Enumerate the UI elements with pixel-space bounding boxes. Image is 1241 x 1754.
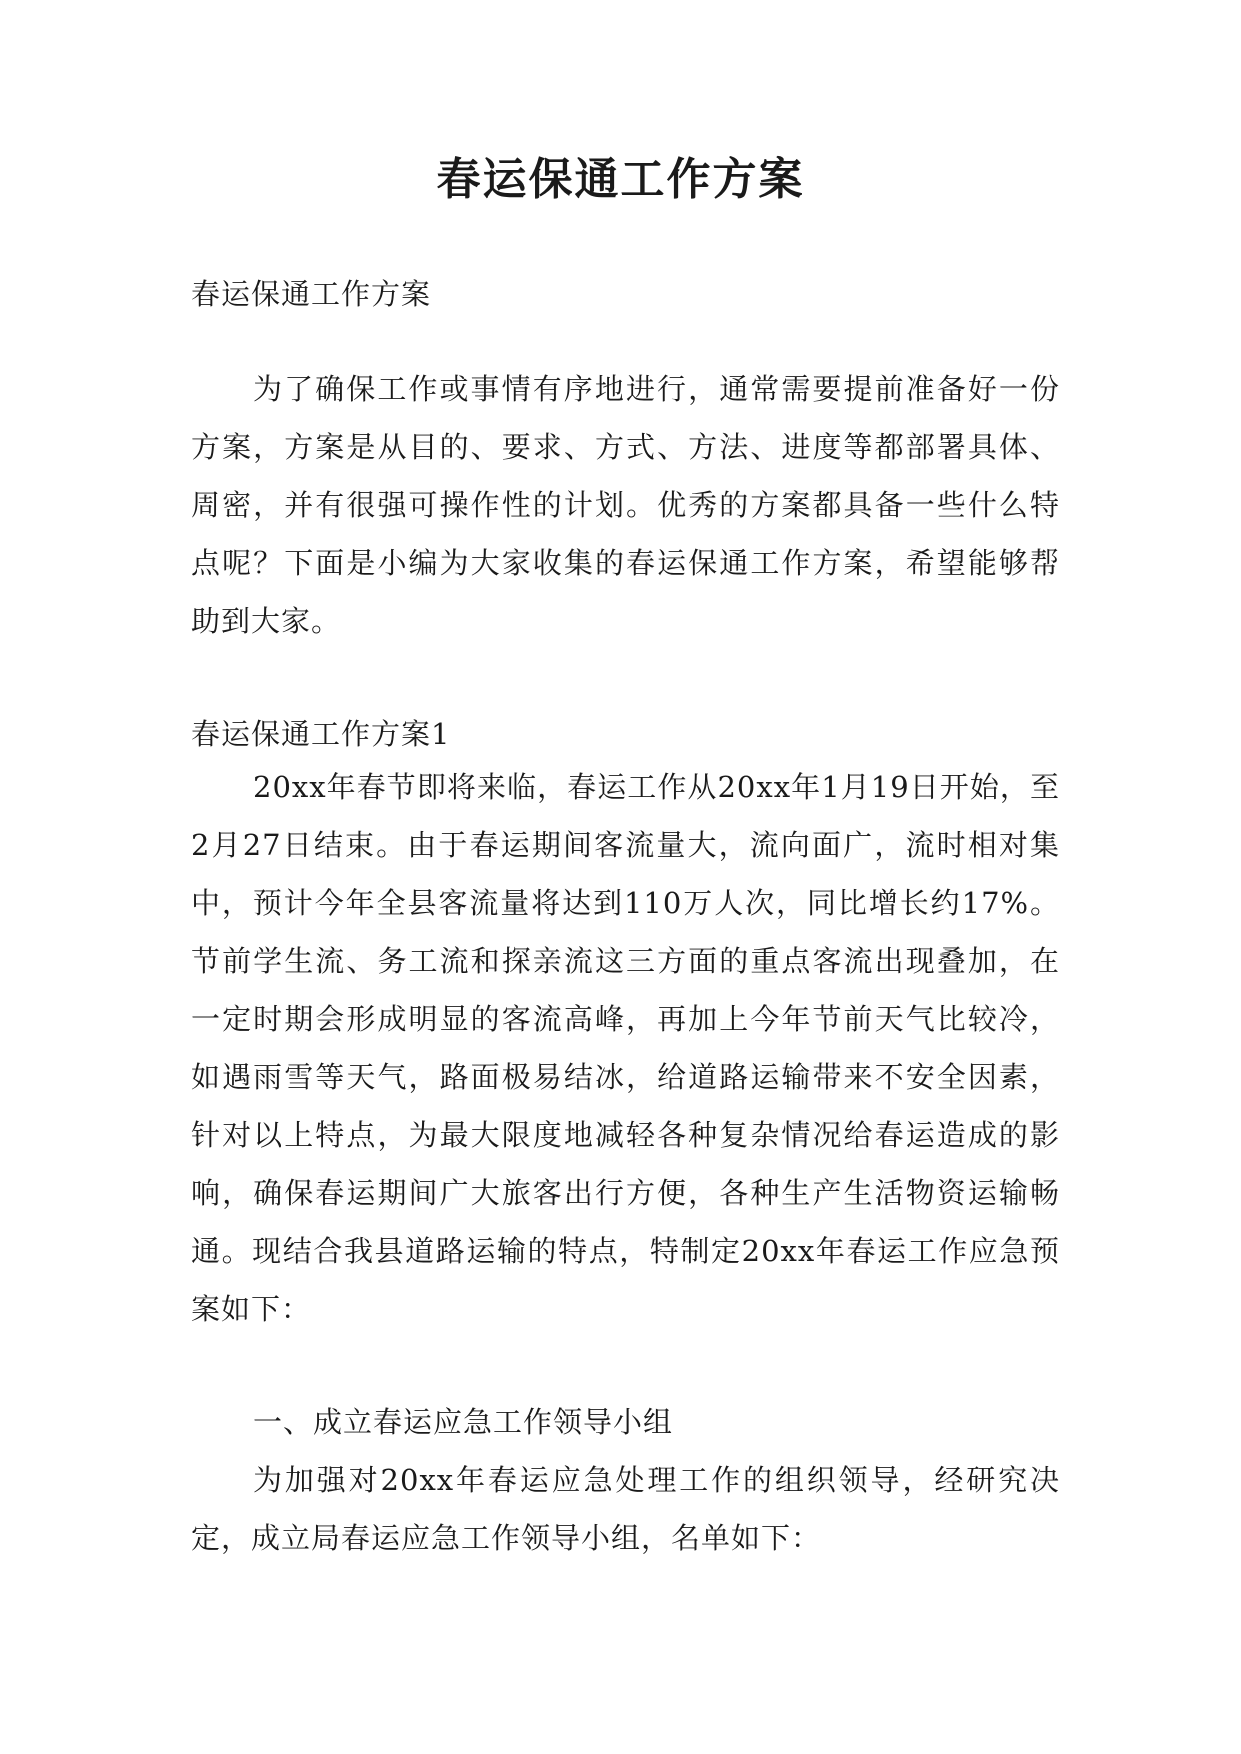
document-title: 春运保通工作方案	[436, 154, 805, 205]
section-paragraph: 20xx年春节即将来临，春运工作从20xx年1月19日开始，至2月27日结束。由于春运期间客流量大，流向面广，流时相对集中，预计今年全县客流量将达到110万人次，同比增长约17%。节前学生流、务工流和探亲流这三方面的重点客流出现叠加，在一定时期会形成明显的客流高峰，再加上今年节前天气比较冷，如遇雨雪等天气，路面极易结冰，给道路运输带来不安全因素，针对以上特点，为最大限度地减轻各种复杂情况给春运造成的影响，确保春运期间广大旅客出行方便，各种生产生活物资运输畅通。现结合我县道路运输的特点，特制定20xx年春运工作应急预案如下：	[191, 770, 1060, 1326]
intro-paragraph: 为了确保工作或事情有序地进行，通常需要提前准备好一份方案，方案是从目的、要求、方式、方法、进度等都部署具体、周密，并有很强可操作性的计划。优秀的方案都具备一些什么特点呢？下面是小编为大家收集的春运保通工作方案，希望能够帮助到大家。	[191, 372, 1060, 638]
item-heading: 一、成立春运应急工作领导小组	[253, 1405, 674, 1439]
document-subtitle: 春运保通工作方案	[191, 277, 432, 311]
item-paragraph: 为加强对20xx年春运应急处理工作的组织领导，经研究决定，成立局春运应急工作领导小组，名单如下：	[191, 1463, 1060, 1555]
section-heading: 春运保通工作方案1	[191, 717, 451, 751]
